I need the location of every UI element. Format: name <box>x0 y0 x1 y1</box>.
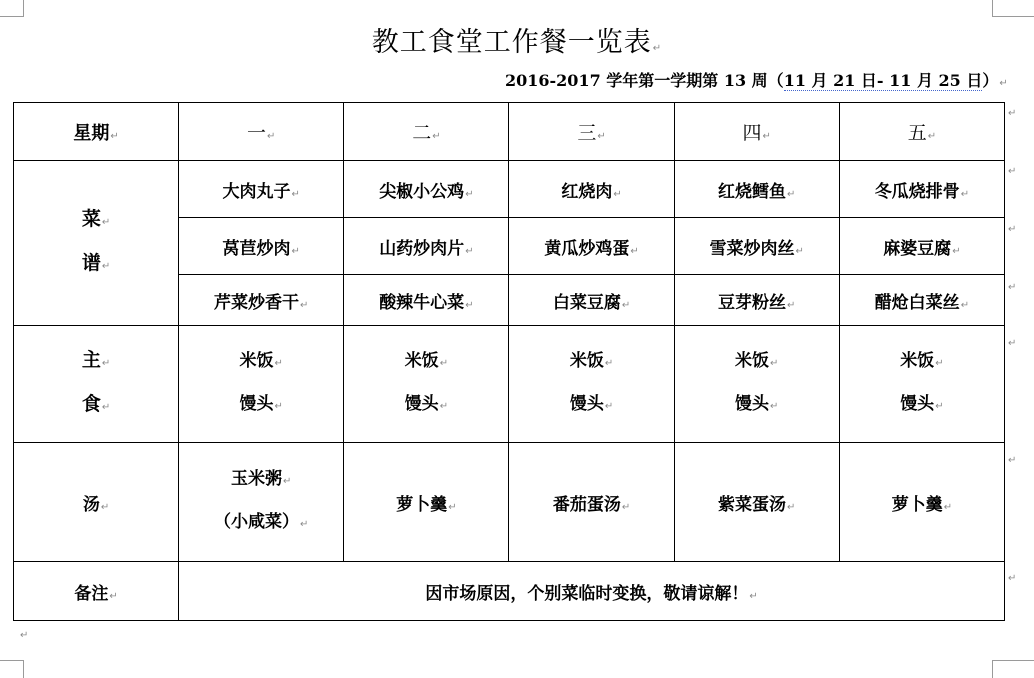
page-corner-bottom-right <box>992 660 1034 678</box>
paragraph-end-mark: ↵ <box>20 630 29 641</box>
staple-cell: 米饭↵ 馒头↵ <box>344 326 509 443</box>
dish-cell: 酸辣牛心菜↵ <box>344 275 509 326</box>
dish-cell: 麻婆豆腐↵ <box>839 218 1004 275</box>
soup-cell: 紫菜蛋汤↵ <box>674 443 839 562</box>
subtitle-prefix: 2016-2017 学年第一学期第 13 周（ <box>505 71 784 90</box>
dish-cell: 醋炝白菜丝↵ <box>839 275 1004 326</box>
row-end-mark: ↵ <box>1008 166 1017 177</box>
note-cell: 因市场原因，个别菜临时变换，敬请谅解！↵ <box>179 562 1005 621</box>
row-end-mark: ↵ <box>1008 282 1017 293</box>
weekday-label-cell: 星期↵ <box>14 103 179 161</box>
document-title: 教工食堂工作餐一览表↵ <box>371 27 663 58</box>
dish-cell: 豆芽粉丝↵ <box>674 275 839 326</box>
row-end-mark: ↵ <box>1008 338 1017 349</box>
dish-cell: 白菜豆腐↵ <box>509 275 674 326</box>
dish-cell: 雪菜炒肉丝↵ <box>674 218 839 275</box>
soup-row <box>14 443 1005 562</box>
note-label-cell: 备注↵ <box>14 562 179 621</box>
row-end-mark: ↵ <box>1008 455 1017 466</box>
soup-cell: 玉米粥↵ （小咸菜）↵ <box>179 443 344 562</box>
page-corner-bottom-left <box>0 660 24 678</box>
staple-cell: 米饭↵ 馒头↵ <box>509 326 674 443</box>
day-header: 二↵ <box>344 103 509 161</box>
staple-cell: 米饭↵ 馒头↵ <box>674 326 839 443</box>
table-header-row <box>14 103 1005 161</box>
dishes-label-cell: 菜↵ 谱↵ <box>14 161 179 326</box>
day-header: 三↵ <box>509 103 674 161</box>
dish-cell: 尖椒小公鸡↵ <box>344 161 509 218</box>
soup-cell: 萝卜羹↵ <box>839 443 1004 562</box>
staple-cell: 米饭↵ 馒头↵ <box>839 326 1004 443</box>
dish-cell: 冬瓜烧排骨↵ <box>839 161 1004 218</box>
staple-label-cell: 主↵ 食↵ <box>14 326 179 443</box>
day-header: 五↵ <box>839 103 1004 161</box>
subtitle-dates: 11 月 21 日- 11 月 25 日 <box>783 71 983 90</box>
soup-cell: 萝卜羹↵ <box>344 443 509 562</box>
dish-row <box>14 161 1005 218</box>
dish-cell: 莴苣炒肉↵ <box>179 218 344 275</box>
menu-table <box>13 102 1005 621</box>
dish-cell: 芹菜炒香干↵ <box>179 275 344 326</box>
day-header: 四↵ <box>674 103 839 161</box>
dish-cell: 红烧肉↵ <box>509 161 674 218</box>
subtitle-suffix: ） <box>982 71 999 90</box>
dish-cell: 大肉丸子↵ <box>179 161 344 218</box>
soup-label-cell: 汤↵ <box>14 443 179 562</box>
row-end-mark: ↵ <box>1008 108 1017 119</box>
page-corner-top-right <box>992 0 1034 17</box>
staple-cell: 米饭↵ 馒头↵ <box>179 326 344 443</box>
note-row <box>14 562 1005 621</box>
document-subtitle: 2016-2017 学年第一学期第 13 周（11 月 21 日- 11 月 25 日）↵ <box>505 71 1008 90</box>
row-end-mark: ↵ <box>1008 573 1017 584</box>
page-corner-top-left <box>0 0 24 17</box>
staple-row <box>14 326 1005 443</box>
dish-cell: 山药炒肉片↵ <box>344 218 509 275</box>
dish-cell: 黄瓜炒鸡蛋↵ <box>509 218 674 275</box>
day-header: 一↵ <box>179 103 344 161</box>
soup-cell: 番茄蛋汤↵ <box>509 443 674 562</box>
row-end-mark: ↵ <box>1008 224 1017 235</box>
dish-cell: 红烧鳕鱼↵ <box>674 161 839 218</box>
